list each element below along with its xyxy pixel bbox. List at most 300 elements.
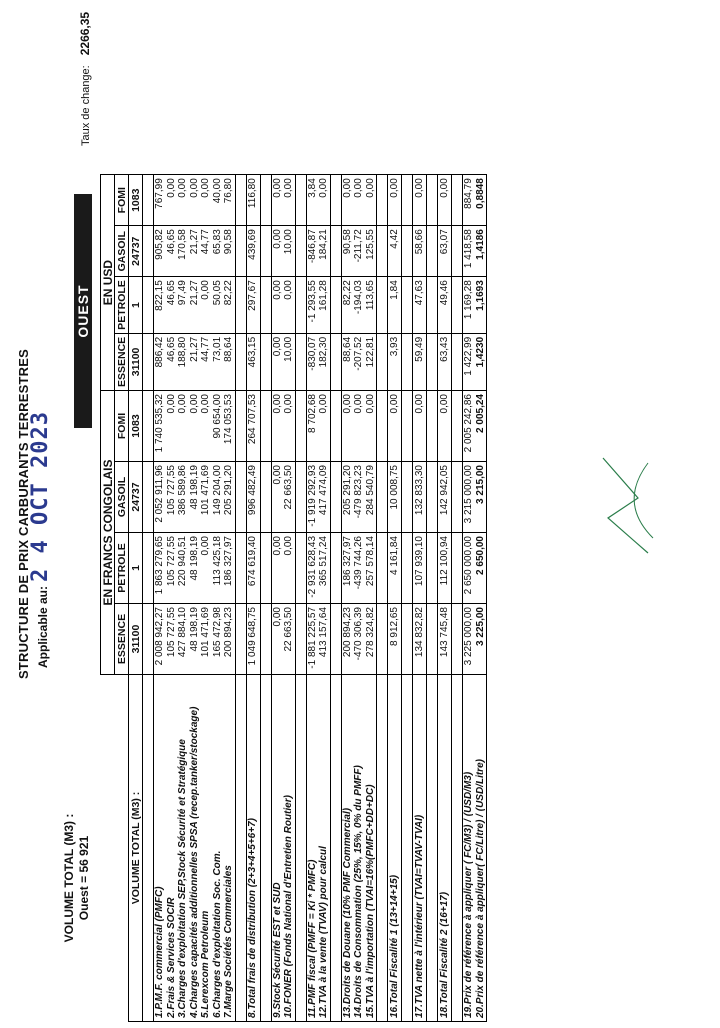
volume-cell: 24737: [129, 462, 143, 533]
group-header-row: [101, 175, 115, 1022]
spacer-cell: [260, 391, 271, 462]
spacer-cell: [427, 462, 438, 533]
spacer-cell: [377, 333, 388, 390]
usd-value-cell: [388, 333, 402, 390]
fc-value-cell: [306, 391, 330, 462]
usd-value: 82,22: [341, 280, 353, 306]
usd-value: 170,58: [177, 229, 188, 260]
usd-value: -207,52: [353, 336, 364, 371]
usd-value: 46,65: [165, 229, 177, 255]
usd-value: 0,00: [438, 178, 450, 198]
fc-value: 8 912,65: [388, 607, 400, 646]
fc-value: 48 198,19: [188, 607, 200, 652]
row-label: [271, 675, 295, 1022]
usd-value: 63,43: [438, 336, 450, 362]
fc-value: 1 863 279,65: [154, 536, 165, 595]
usd-value: 905,82: [154, 229, 165, 260]
usd-value-cell: [246, 277, 260, 334]
fc-value-cell: [388, 533, 402, 604]
usd-value-cell: [463, 333, 487, 390]
usd-value: -830,07: [306, 336, 318, 371]
volume-cell: 1: [129, 277, 143, 334]
usd-value: 4,42: [388, 229, 400, 249]
fc-value-cell: [388, 391, 402, 462]
spacer-cell: [295, 175, 306, 226]
spacer-cell: [377, 175, 388, 226]
fc-value: 264 707,53: [247, 394, 258, 445]
fc-value: 427 884,10: [177, 607, 188, 658]
spacer-cell: [427, 226, 438, 277]
usd-value: 122,81: [364, 336, 376, 368]
fc-value: 2 650 000,00: [463, 536, 474, 595]
product-header-row: [115, 175, 129, 1022]
spacer-cell: [452, 533, 463, 604]
usd-value: 161,28: [318, 280, 329, 311]
spacer-cell: [295, 604, 306, 675]
usd-value: 0,00: [283, 178, 294, 198]
usd-value-cell: [341, 333, 377, 390]
data-row: [341, 175, 377, 1022]
spacer-cell: [330, 675, 341, 1022]
spacer-row: [143, 175, 154, 1022]
spacer-cell: [427, 277, 438, 334]
spacer-cell: [377, 462, 388, 533]
usd-value-cell: [271, 277, 295, 334]
spacer-cell: [452, 675, 463, 1022]
usd-value: 0,00: [318, 178, 329, 198]
usd-value: 40,00: [211, 178, 223, 204]
fc-value: 174 053,53: [223, 394, 234, 445]
spacer-cell: [330, 391, 341, 462]
spacer-cell: [235, 533, 246, 604]
fc-value: 284 540,79: [364, 465, 376, 516]
usd-value: 886,42: [154, 336, 165, 368]
fc-value: 105 727,55: [165, 607, 177, 658]
spacer-cell: [377, 226, 388, 277]
usd-value: 463,15: [247, 336, 258, 368]
usd-value-cell: [438, 333, 452, 390]
fc-value-cell: [341, 462, 377, 533]
usd-value: -846,87: [306, 229, 318, 264]
usd-value: 1 418,58: [463, 229, 474, 269]
usd-value-cell: [154, 333, 236, 390]
fc-value: -470 306,39: [353, 607, 364, 661]
volume-title-block: [62, 748, 92, 1008]
fc-value: 22 663,50: [283, 465, 294, 510]
spacer-cell: [452, 226, 463, 277]
fc-value: 4 161,84: [388, 536, 400, 575]
spacer-row: [295, 175, 306, 1022]
usd-value: 0,00: [341, 178, 353, 198]
volume-row-label: VOLUME TOTAL (M3) :: [129, 675, 143, 1022]
usd-product-header: ESSENCE: [115, 333, 129, 390]
fc-value-cell: [306, 604, 330, 675]
fc-value: 105 727,55: [165, 536, 177, 587]
date-stamp: 2 4 OCT 2023: [28, 411, 53, 582]
usd-value-cell: [246, 333, 260, 390]
spacer-cell: [295, 333, 306, 390]
spacer-cell: [330, 226, 341, 277]
row-label-line: 7.Marge Sociétés Commerciales: [223, 865, 234, 1018]
usd-value: 88,64: [341, 336, 353, 362]
fc-value: -1 919 292,93: [306, 465, 318, 527]
fc-value: 90 654,00: [211, 394, 223, 439]
fc-value-cell: [271, 533, 295, 604]
usd-value: 1 422,99: [463, 336, 474, 376]
row-label-line: 13.Droits de Douane (10% PMF Commercial): [341, 807, 353, 1018]
row-label-line: 19.Prix de référence à appliquer ( FC/M3) / (USD/M3): [463, 771, 474, 1018]
usd-value: 50,05: [211, 280, 223, 306]
fc-value-cell: [271, 462, 295, 533]
row-label-line: 20.Prix de référence à appliquer( FC/Litre) / (USD/Litre): [474, 759, 486, 1018]
fc-value-cell: [463, 604, 487, 675]
spacer-cell: [295, 391, 306, 462]
usd-value-cell: [388, 226, 402, 277]
usd-value: 3,84: [306, 178, 318, 198]
row-label-line: 6.Charges d'exploitation Soc. Com.: [211, 850, 223, 1018]
fc-value: 132 833,30: [413, 465, 425, 516]
row-label-line: 5.Lerexcom Petroleum: [200, 910, 211, 1018]
spacer-cell: [260, 533, 271, 604]
spacer-cell: [330, 462, 341, 533]
usd-value: 90,58: [341, 229, 353, 255]
usd-value: 822,15: [154, 280, 165, 311]
usd-value: 44,77: [200, 229, 211, 255]
usd-value: 1 169,28: [463, 280, 474, 320]
fc-value: -1 881 225,57: [306, 607, 318, 669]
data-row: [413, 175, 427, 1022]
usd-value: 76,80: [223, 178, 234, 204]
fc-value: 205 291,20: [223, 465, 234, 516]
usd-value-cell: [341, 277, 377, 334]
usd-value: 0,00: [364, 178, 376, 198]
fc-value-cell: [246, 533, 260, 604]
spacer-cell: [260, 175, 271, 226]
spacer-cell: [295, 462, 306, 533]
group-usd-header: EN USD: [101, 175, 115, 391]
fc-value: 149 204,00: [211, 465, 223, 516]
usd-value-cell: [306, 333, 330, 390]
spacer-cell: [330, 604, 341, 675]
fc-value: 0,00: [318, 394, 329, 414]
usd-value-cell: [246, 226, 260, 277]
spacer-cell: [427, 604, 438, 675]
fc-value-cell: [154, 604, 236, 675]
fc-value: 101 471,69: [200, 465, 211, 516]
usd-value: 297,67: [247, 280, 258, 311]
spacer-cell: [427, 391, 438, 462]
spacer-cell: [235, 391, 246, 462]
exchange-rate-value: 2266,35: [78, 11, 92, 56]
spacer-cell: [143, 333, 154, 390]
usd-value: 0,00: [177, 178, 188, 198]
fc-value: 0,00: [165, 394, 177, 414]
row-label-line: 15.TVA à l'importation (TVAI=16%(PMFC+DD+DC): [364, 784, 376, 1018]
fc-value-cell: [271, 604, 295, 675]
usd-value: 47,63: [413, 280, 425, 306]
spacer-cell: [295, 226, 306, 277]
fc-value: 0,00: [364, 394, 376, 414]
usd-value: 73,01: [211, 336, 223, 362]
usd-value: 82,22: [223, 280, 234, 306]
fc-value: 0,00: [200, 536, 211, 556]
volume-row: [129, 175, 143, 1022]
spacer-cell: [295, 277, 306, 334]
spacer-cell: [452, 462, 463, 533]
fc-value-cell: [413, 604, 427, 675]
usd-value: 65,83: [211, 229, 223, 255]
fc-value: 0,00: [271, 465, 283, 485]
usd-value: 49,46: [438, 280, 450, 306]
usd-value: 10,00: [283, 336, 294, 362]
usd-value: 884,79: [463, 178, 474, 209]
spacer-cell: [260, 462, 271, 533]
spacer-cell: [402, 277, 413, 334]
spacer-cell: [427, 675, 438, 1022]
usd-value-cell: [463, 277, 487, 334]
usd-value: 44,77: [200, 336, 211, 362]
usd-value-cell: [413, 226, 427, 277]
spacer-cell: [143, 277, 154, 334]
usd-value: 0,00: [271, 178, 283, 198]
usd-value: 21,27: [188, 229, 200, 255]
usd-value: 10,00: [283, 229, 294, 255]
spacer-cell: [235, 175, 246, 226]
spacer-cell: [452, 277, 463, 334]
volume-title: VOLUME TOTAL (M3) :: [62, 813, 76, 943]
fc-value-cell: [246, 462, 260, 533]
fc-value: 200 894,23: [223, 607, 234, 658]
spacer-cell: [260, 604, 271, 675]
fc-value-cell: [306, 462, 330, 533]
usd-value: 58,66: [413, 229, 425, 255]
fc-value-cell: [246, 391, 260, 462]
applicable-label: Applicable au:: [36, 585, 50, 668]
fc-value: 112 100,94: [438, 536, 450, 586]
spacer-cell: [330, 277, 341, 334]
data-row: [154, 175, 236, 1022]
fc-value-cell: [438, 604, 452, 675]
fc-value: 48 198,19: [188, 536, 200, 581]
spacer-cell: [260, 277, 271, 334]
fc-value: 257 578,14: [364, 536, 376, 587]
spacer-cell: [402, 226, 413, 277]
fc-value: 0,00: [177, 394, 188, 414]
usd-value-cell: [341, 226, 377, 277]
row-label: [413, 675, 427, 1022]
fc-value-cell: [463, 391, 487, 462]
usd-value: 63,07: [438, 229, 450, 255]
usd-value-cell: [438, 226, 452, 277]
row-label: [388, 675, 402, 1022]
usd-value: 46,65: [165, 280, 177, 306]
page-title: STRUCTURE DE PRIX CARBURANTS TERRESTRES: [16, 349, 31, 679]
row-label: [438, 675, 452, 1022]
usd-value-cell: [463, 175, 487, 226]
spacer-row: [402, 175, 413, 1022]
spacer-cell: [143, 391, 154, 462]
region-banner: OUEST: [74, 194, 92, 428]
fc-value-cell: [438, 462, 452, 533]
fc-value: 2 052 911,96: [154, 465, 165, 523]
fc-product-header: GASOIL: [115, 462, 129, 533]
usd-value: 0,00: [353, 178, 364, 198]
spacer-row: [330, 175, 341, 1022]
fc-value-cell: [388, 604, 402, 675]
data-row: [388, 175, 402, 1022]
price-structure-table: [100, 174, 487, 1022]
fc-value: 0,00: [283, 394, 294, 414]
spacer-cell: [235, 333, 246, 390]
usd-value-cell: [271, 226, 295, 277]
data-row: [271, 175, 295, 1022]
fc-value: -2 931 628,43: [306, 536, 318, 598]
row-label-line: 2.Frais & Services SOCIR: [165, 897, 177, 1018]
usd-value-cell: [306, 226, 330, 277]
usd-value: 188,80: [177, 336, 188, 368]
row-label-line: 16.Total Fiscalité 1 (13+14+15): [388, 874, 400, 1018]
spacer-row: [260, 175, 271, 1022]
spacer-cell: [377, 533, 388, 604]
fc-value-cell: [413, 462, 427, 533]
usd-value: 0,00: [188, 178, 200, 198]
fc-value: 3 225 000,00: [463, 607, 474, 666]
fc-value: 0,00: [413, 394, 425, 414]
usd-value: 21,27: [188, 336, 200, 362]
fc-value: 200 894,23: [341, 607, 353, 658]
fc-value: 113 425,18: [211, 536, 223, 586]
usd-value: 439,69: [247, 229, 258, 260]
usd-value: 1,4186: [474, 229, 486, 260]
spacer-cell: [330, 175, 341, 226]
usd-value: 116,80: [247, 178, 258, 209]
fc-value: 0,00: [188, 394, 200, 414]
volume-cell: 31100: [129, 333, 143, 390]
exchange-rate: [78, 12, 92, 146]
spacer-cell: [295, 675, 306, 1022]
fc-product-header: FOMI: [115, 391, 129, 462]
usd-product-header: PETROLE: [115, 277, 129, 334]
usd-value: 0,00: [388, 178, 400, 198]
spacer-row: [235, 175, 246, 1022]
usd-value: 59,49: [413, 336, 425, 362]
usd-value-cell: [388, 277, 402, 334]
spacer-cell: [402, 175, 413, 226]
fc-value: 2 008 942,27: [154, 607, 165, 666]
usd-value-cell: [271, 333, 295, 390]
data-row: [306, 175, 330, 1022]
usd-value: -1 293,55: [306, 280, 318, 323]
usd-value: 0,00: [271, 229, 283, 249]
fc-value: 107 939,10: [413, 536, 425, 587]
fc-value: 220 940,51: [177, 536, 188, 587]
spacer-cell: [427, 533, 438, 604]
volume-cell: 1: [129, 533, 143, 604]
row-label: [306, 675, 330, 1022]
spacer-cell: [402, 675, 413, 1022]
row-label: [154, 675, 236, 1022]
fc-value-cell: [271, 391, 295, 462]
spacer-cell: [402, 333, 413, 390]
spacer-cell: [235, 675, 246, 1022]
fc-value: 101 471,69: [200, 607, 211, 658]
usd-product-header: GASOIL: [115, 226, 129, 277]
usd-value-cell: [306, 175, 330, 226]
fc-value: 413 157,64: [318, 607, 329, 658]
fc-value: 10 008,75: [388, 465, 400, 510]
fc-value: 0,00: [353, 394, 364, 414]
usd-value: 125,55: [364, 229, 376, 260]
volume-cell: 1083: [129, 175, 143, 226]
usd-value-cell: [413, 333, 427, 390]
data-row: [438, 175, 452, 1022]
spacer-cell: [260, 226, 271, 277]
row-label-line: 12.TVA à la vente (TVAV) pour calcul: [318, 846, 329, 1018]
exchange-rate-label: Taux de change:: [80, 65, 92, 146]
fc-value: 278 324,82: [364, 607, 376, 658]
usd-value-cell: [438, 277, 452, 334]
usd-value: 0,8848: [474, 178, 486, 209]
row-label-line: 8.Total frais de distribution (2+3+4+5+6+7): [247, 818, 258, 1018]
spacer-cell: [452, 175, 463, 226]
spacer-row: [427, 175, 438, 1022]
fc-value: -479 823,23: [353, 465, 364, 519]
fc-value-cell: [341, 533, 377, 604]
blank-cell: [115, 675, 129, 1022]
spacer-cell: [295, 533, 306, 604]
spacer-cell: [427, 333, 438, 390]
fc-value: 0,00: [388, 394, 400, 414]
spacer-cell: [402, 604, 413, 675]
usd-value: 1,1693: [474, 280, 486, 311]
spacer-cell: [143, 226, 154, 277]
fc-value: 0,00: [438, 394, 450, 414]
fc-value-cell: [413, 533, 427, 604]
fc-value-cell: [246, 604, 260, 675]
spacer-cell: [235, 226, 246, 277]
fc-value: 186 327,97: [223, 536, 234, 587]
volume-cell: 24737: [129, 226, 143, 277]
spacer-cell: [402, 533, 413, 604]
fc-value: 143 745,48: [438, 607, 450, 658]
row-label-line: 11.PMF fiscal (PMFF = Ki * PMFC): [306, 859, 318, 1018]
spacer-cell: [143, 175, 154, 226]
spacer-cell: [143, 604, 154, 675]
spacer-cell: [235, 277, 246, 334]
usd-value: 0,00: [200, 280, 211, 300]
usd-value: -211,72: [353, 229, 364, 263]
spacer-cell: [143, 675, 154, 1022]
usd-value-cell: [438, 175, 452, 226]
volume-cell: 31100: [129, 604, 143, 675]
fc-value: 2 005,24: [474, 394, 486, 433]
fc-value-cell: [463, 533, 487, 604]
fc-value: 0,00: [271, 536, 283, 556]
spacer-cell: [260, 333, 271, 390]
fc-value: 996 482,49: [247, 465, 258, 516]
fc-value: 3 225,00: [474, 607, 486, 646]
spacer-cell: [402, 391, 413, 462]
fc-value-cell: [306, 533, 330, 604]
spacer-cell: [235, 462, 246, 533]
fc-value: 186 327,97: [341, 536, 353, 587]
fc-value: 105 727,55: [165, 465, 177, 516]
usd-product-header: FOMI: [115, 175, 129, 226]
usd-value: 0,00: [271, 336, 283, 357]
usd-value: 0,00: [413, 178, 425, 198]
row-label-line: 3.Charges d'exploitation SEP,Stock Sécurité et Stratégique: [177, 739, 188, 1018]
usd-value: 184,21: [318, 229, 329, 260]
